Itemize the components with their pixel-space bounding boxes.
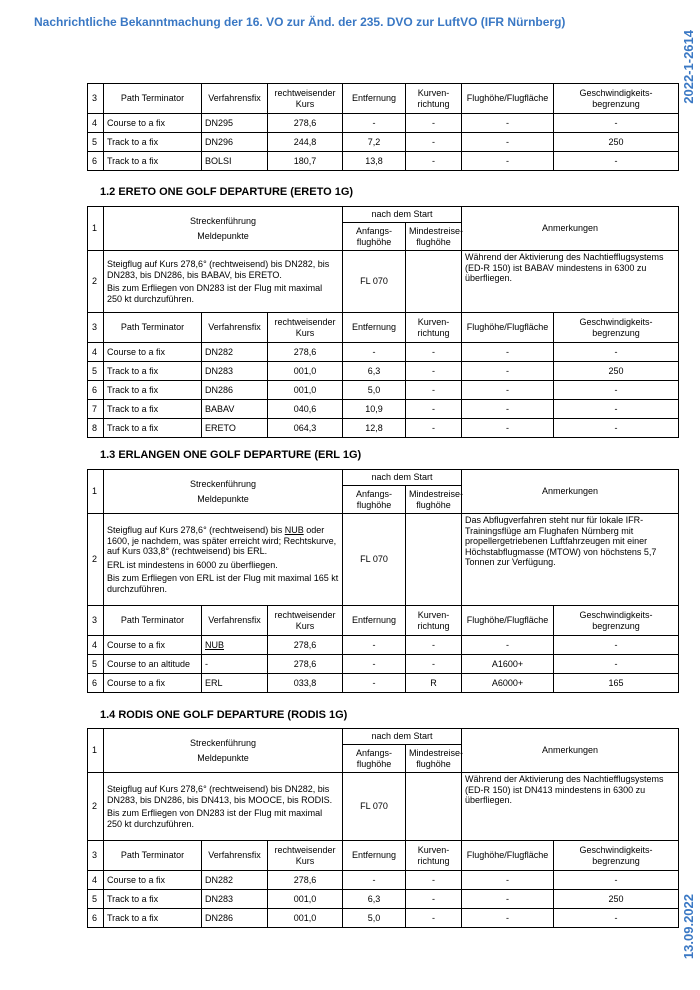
table-header-row: 3 Path Terminator Verfahrensfix rechtweisender Kurs Entfernung Kurven-richtung Flughöhe/Flugfläche Geschwindigkeits-begrenzung	[88, 841, 679, 871]
procedure-table: 1 Streckenführung Meldepunkte nach dem Start Anmerkungen Anfangs-flughöhe Mindestreise-flughöhe 2 Steigflug auf Kurs 278,6° (rechtweisend) bis NUB oder 1600, je nachdem, was später erreicht wird; Rechtskurve, auf Kurs 033,8° (rechtweisend) bis ERL. ERL ist mindestens in 6000 zu überfliegen. Bis zum Erfliegen von ERL ist der Flug mit maximal 165 kt durchzuführen. FL 070 Das Abflugverfahren steht nur für lokale IFR-Trainingsflüge am Flughafen Nürnberg mit propellergetriebenen Luftfahrzeugen mit einer Höchstabflugmasse (MTOW) von höchstens 5,7 Tonnen zur Verfügung. 3 Path Terminator Verfahrensfix rechtweisender Kurs Entfernung Kurven-richtung Flughöhe/Flugfläche Geschwindigkeits-begrenzung 4 Course to a fix NUB 278,6 - - - - 5 Course to an altitude - 278,6 - - A1600+ - 6 Course to a fix ERL 033,8 - R A6000+ 165	[87, 469, 679, 693]
table-row: 6 Track to a fix BOLSI 180,7 13,8 - - -	[88, 152, 679, 171]
route-description-row: 2 Steigflug auf Kurs 278,6° (rechtweisend) bis DN282, bis DN283, bis DN286, bis DN413, bis MOOCE, bis RODIS. Bis zum Erfliegen von DN283 ist der Flug mit maximal 250 kt durchzuführen. FL 070 Während der Aktivierung des Nachtiefflugsystems (ED-R 150) ist DN413 mindestens in 6300 zu überfliegen.	[88, 773, 679, 841]
table-row: 4 Course to a fix DN295 278,6 - - - -	[88, 114, 679, 133]
route-description-row: 2 Steigflug auf Kurs 278,6° (rechtweisend) bis DN282, bis DN283, bis DN286, bis BABAV, bis ERETO. Bis zum Erfliegen von DN283 ist der Flug mit maximal 250 kt durchzuführen. FL 070 Während der Aktivierung des Nachtiefflugsystems (ED-R 150) ist BABAV mindestens in 6300 zu überfliegen.	[88, 251, 679, 313]
table-row: 4 Course to a fix DN282 278,6 - - - -	[88, 343, 679, 362]
route-header: Streckenführung Meldepunkte	[104, 470, 343, 514]
table-header-row: 3 Path Terminator Verfahrensfix rechtweisender Kurs Entfernung Kurven-richtung Flughöhe/Flugfläche Geschwindigkeits-begrenzung	[88, 84, 679, 114]
table-header-row: 3 Path Terminator Verfahrensfix rechtweisender Kurs Entfernung Kurven-richtung Flughöhe/Flugfläche Geschwindigkeits-begrenzung	[88, 313, 679, 343]
table-row: 5 Course to an altitude - 278,6 - - A1600+ -	[88, 655, 679, 674]
route-header: Streckenführung Meldepunkte	[104, 207, 343, 251]
table-header-row: 3 Path Terminator Verfahrensfix rechtweisender Kurs Entfernung Kurven-richtung Flughöhe/Flugfläche Geschwindigkeits-begrenzung	[88, 606, 679, 636]
table-row: 4 Course to a fix DN282 278,6 - - - -	[88, 871, 679, 890]
table-row: 6 Course to a fix ERL 033,8 - R A6000+ 165	[88, 674, 679, 693]
page-header: Nachrichtliche Bekanntmachung der 16. VO zur Änd. der 235. DVO zur LuftVO (IFR Nürnberg)	[34, 15, 566, 29]
procedure-table: 1 Streckenführung Meldepunkte nach dem Start Anmerkungen Anfangs-flughöhe Mindestreise-flughöhe 2 Steigflug auf Kurs 278,6° (rechtweisend) bis DN282, bis DN283, bis DN286, bis BABAV, bis ERETO. Bis zum Erfliegen von DN283 ist der Flug mit maximal 250 kt durchzuführen. FL 070 Während der Aktivierung des Nachtiefflugsystems (ED-R 150) ist BABAV mindestens in 6300 zu überfliegen. 3 Path Terminator Verfahrensfix rechtweisender Kurs Entfernung Kurven-richtung Flughöhe/Flugfläche Geschwindigkeits-begrenzung 4 Course to a fix DN282 278,6 - - - - 5 Track to a fix DN283 001,0 6,3 - - 250 6 Track to a fix DN286 001,0 5,0 - - - 7 Track to a fix BABAV 040,6 10,9 - - - 8 Track to a fix ERETO 064,3 12,8 - - -	[87, 206, 679, 438]
route-header: Streckenführung Meldepunkte	[104, 729, 343, 773]
section-title: 1.3 ERLANGEN ONE GOLF DEPARTURE (ERL 1G)	[100, 449, 362, 461]
route-description-row: 2 Steigflug auf Kurs 278,6° (rechtweisend) bis NUB oder 1600, je nachdem, was später erreicht wird; Rechtskurve, auf Kurs 033,8° (rechtweisend) bis ERL. ERL ist mindestens in 6000 zu überfliegen. Bis zum Erfliegen von ERL ist der Flug mit maximal 165 kt durchzuführen. FL 070 Das Abflugverfahren steht nur für lokale IFR-Trainingsflüge am Flughafen Nürnberg mit propellergetriebenen Luftfahrzeugen mit einer Höchstabflugmasse (MTOW) von höchstens 5,7 Tonnen zur Verfügung.	[88, 514, 679, 606]
table-row: 8 Track to a fix ERETO 064,3 12,8 - - -	[88, 419, 679, 438]
table-row: 5 Track to a fix DN283 001,0 6,3 - - 250	[88, 362, 679, 381]
table-row: 5 Track to a fix DN296 244,8 7,2 - - 250	[88, 133, 679, 152]
document-date: 13.09.2022	[681, 894, 696, 960]
table-row: 6 Track to a fix DN286 001,0 5,0 - - -	[88, 909, 679, 928]
document-number: 2022-1-2614	[681, 30, 696, 104]
prev-procedure-table	[87, 83, 679, 171]
table-row: 4 Course to a fix NUB 278,6 - - - -	[88, 636, 679, 655]
section-title: 1.4 RODIS ONE GOLF DEPARTURE (RODIS 1G)	[100, 709, 348, 721]
procedure-table: 1 Streckenführung Meldepunkte nach dem Start Anmerkungen Anfangs-flughöhe Mindestreise-flughöhe 2 Steigflug auf Kurs 278,6° (rechtweisend) bis DN282, bis DN283, bis DN286, bis DN413, bis MOOCE, bis RODIS. Bis zum Erfliegen von DN283 ist der Flug mit maximal 250 kt durchzuführen. FL 070 Während der Aktivierung des Nachtiefflugsystems (ED-R 150) ist DN413 mindestens in 6300 zu überfliegen. 3 Path Terminator Verfahrensfix rechtweisender Kurs Entfernung Kurven-richtung Flughöhe/Flugfläche Geschwindigkeits-begrenzung 4 Course to a fix DN282 278,6 - - - - 5 Track to a fix DN283 001,0 6,3 - - 250 6 Track to a fix DN286 001,0 5,0 - - -	[87, 728, 679, 928]
table-row: 5 Track to a fix DN283 001,0 6,3 - - 250	[88, 890, 679, 909]
section-title: 1.2 ERETO ONE GOLF DEPARTURE (ERETO 1G)	[100, 186, 354, 198]
table-row: 7 Track to a fix BABAV 040,6 10,9 - - -	[88, 400, 679, 419]
table-row: 6 Track to a fix DN286 001,0 5,0 - - -	[88, 381, 679, 400]
